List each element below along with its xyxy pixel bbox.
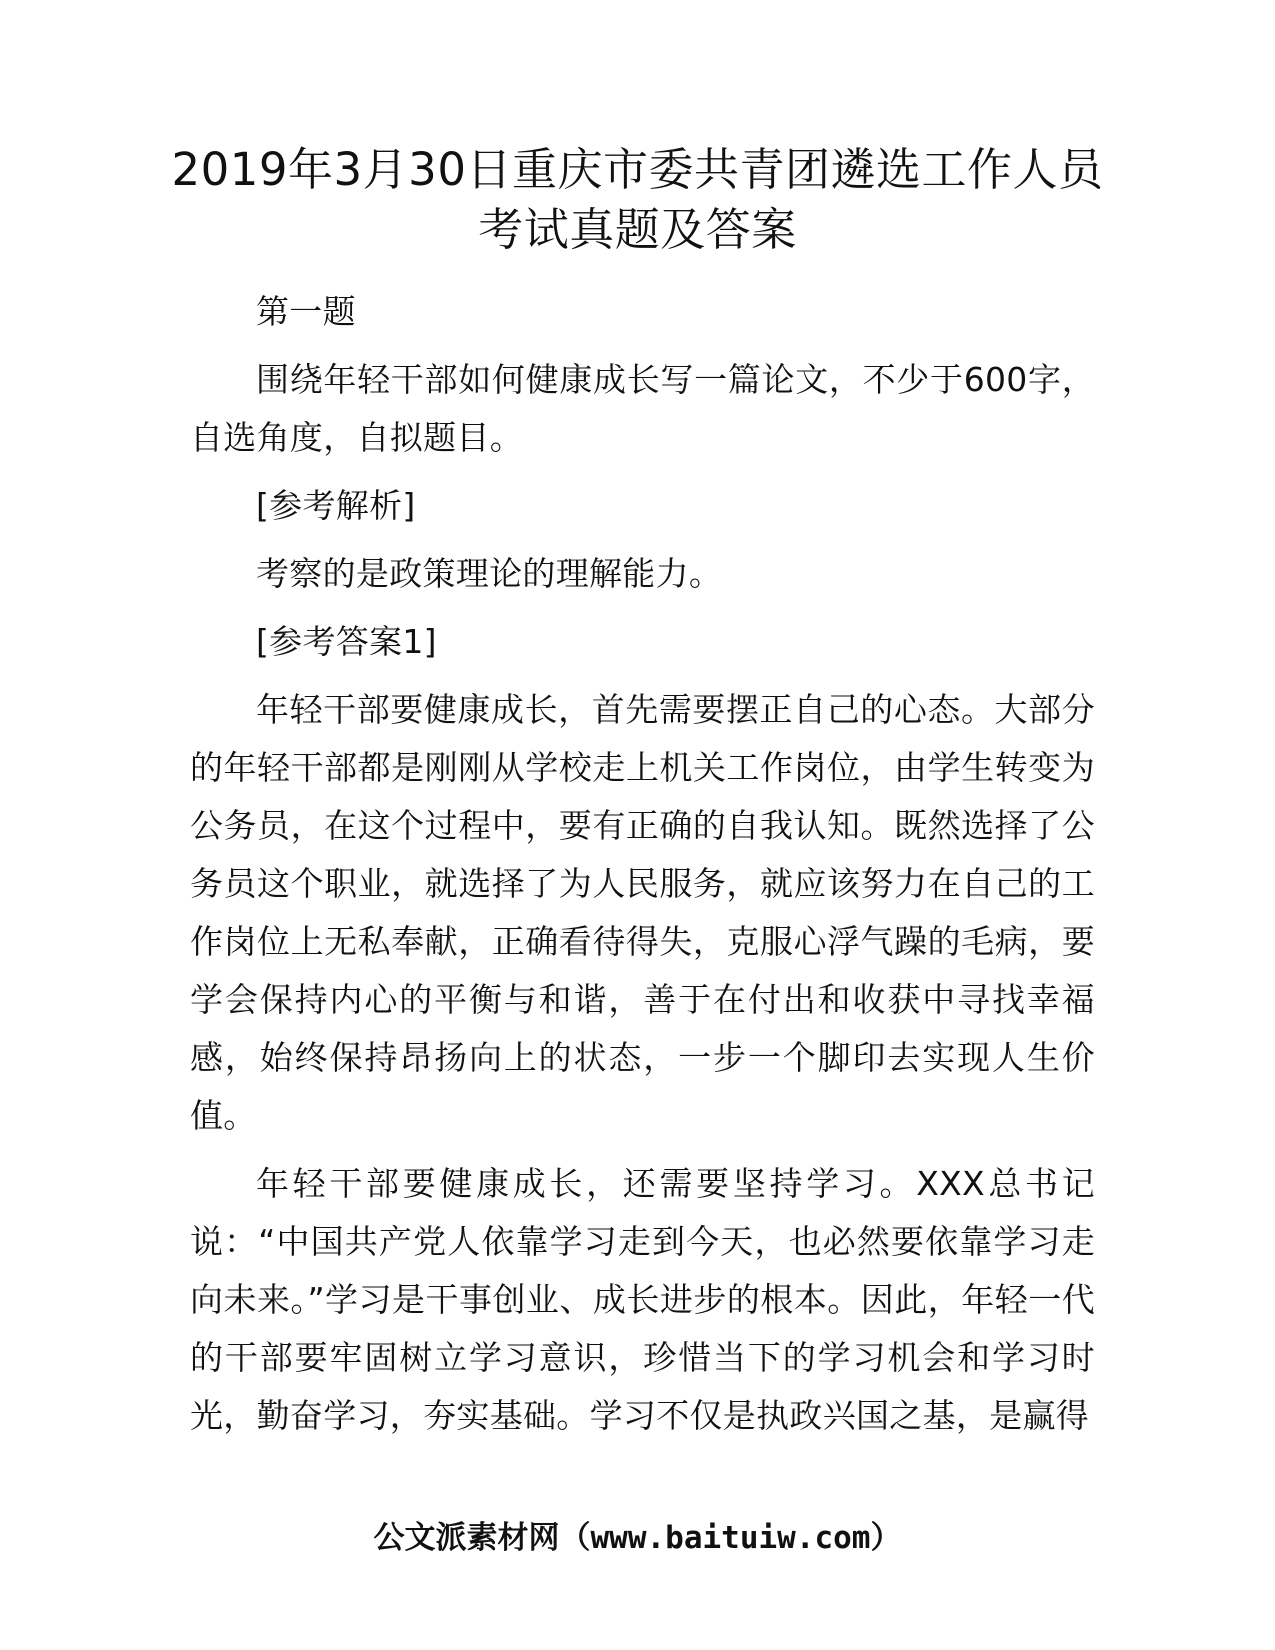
question-text: 围绕年轻干部如何健康成长写一篇论文，不少于600字，自选角度，自拟题目。 bbox=[190, 360, 1095, 457]
footer-site-name: 公文派素材网 bbox=[373, 1520, 560, 1556]
analysis-text: 考察的是政策理论的理解能力。 bbox=[256, 554, 723, 593]
answer-heading: [参考答案1] bbox=[256, 622, 437, 661]
footer-site-url: （www.baituiw.com） bbox=[559, 1520, 902, 1556]
analysis-heading: [参考解析] bbox=[256, 486, 416, 525]
answer-paragraph: 年轻干部要健康成长，首先需要摆正自己的心态。大部分的年轻干部都是刚刚从学校走上机关工作岗位，由学生转变为公务员，在这个过程中，要有正确的自我认知。既然选择了公务员这个职业，就选择了为人民服务，就应该努力在自己的工作岗位上无私奉献，正确看待得失，克服心浮气躁的毛病，要学会保持内心的平衡与和谐，善于在付出和收获中寻找幸福感，始终保持昂扬向上的状态，一步一个脚印去实现人生价值。 bbox=[190, 690, 1095, 1135]
document-body bbox=[190, 283, 1095, 1455]
page-footer bbox=[0, 1518, 1275, 1558]
title-line-2: 考试真题及答案 bbox=[478, 203, 797, 256]
document-title bbox=[150, 140, 1125, 260]
question-heading: 第一题 bbox=[256, 292, 356, 331]
answer-paragraph: 年轻干部要健康成长，还需要坚持学习。XXX总书记说：“中国共产党人依靠学习走到今天，也必然要依靠学习走向未来。”学习是干事创业、成长进步的根本。因此，年轻一代的干部要牢固树立学习意识，珍惜当下的学习机会和学习时光，勤奋学习，夯实基础。学习不仅是执政兴国之基，是赢得 bbox=[190, 1164, 1095, 1435]
title-line-1: 2019年3月30日重庆市委共青团遴选工作人员 bbox=[171, 143, 1104, 196]
